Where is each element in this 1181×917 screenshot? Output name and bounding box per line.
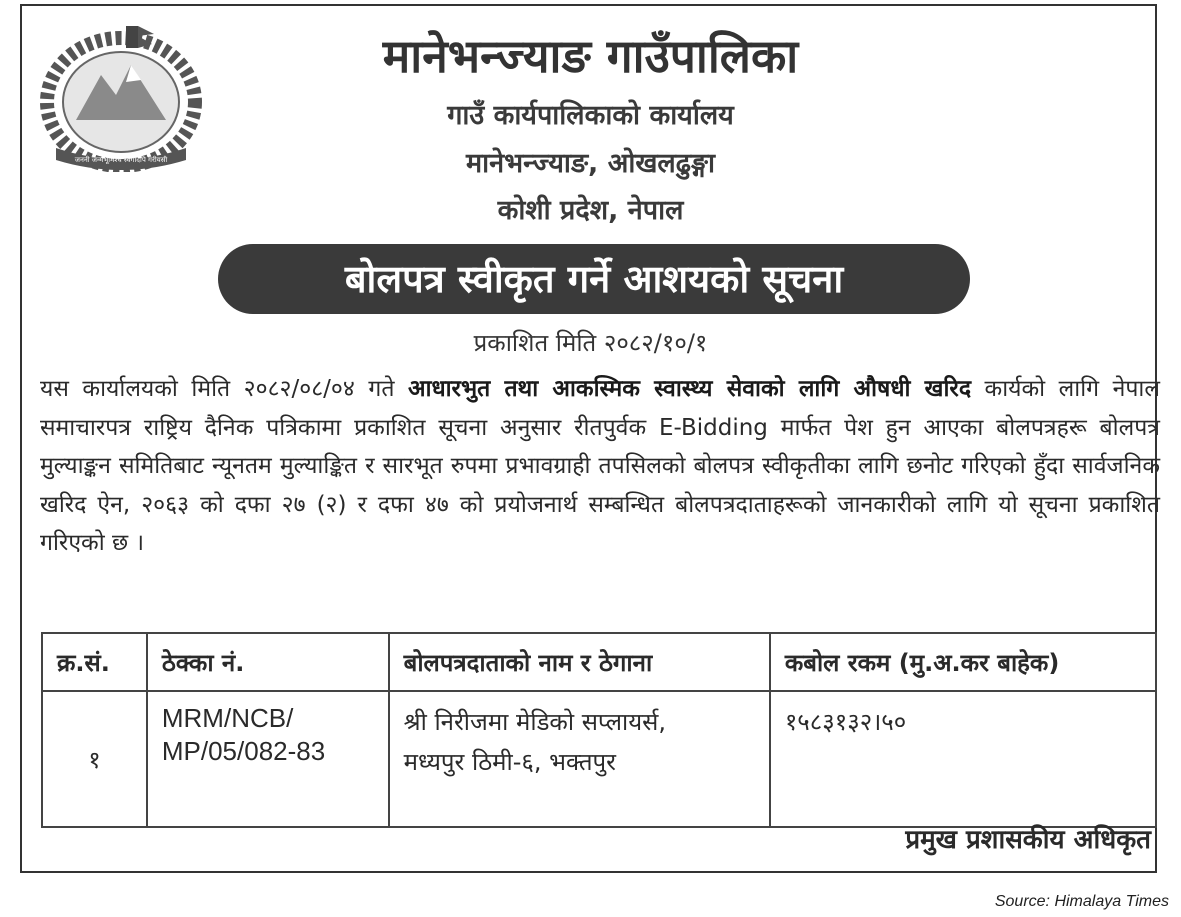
source-credit: Source: Himalaya Times bbox=[994, 893, 1169, 910]
header-contract-no: ठेक्का नं. bbox=[147, 633, 389, 691]
office-name: गाउँ कार्यपालिकाको कार्यालय bbox=[447, 100, 734, 131]
province-name: कोशी प्रदेश, नेपाल bbox=[497, 195, 684, 226]
municipality-title: मानेभन्ज्याङ गाउँपालिका bbox=[382, 29, 799, 83]
bid-table bbox=[41, 632, 1157, 828]
notice-heading: बोलपत्र स्वीकृत गर्ने आशयको सूचना bbox=[218, 244, 970, 314]
notice-body bbox=[40, 370, 1160, 563]
bidder-line-2: मध्यपुर ठिमी-६, भक्तपुर bbox=[403, 748, 616, 776]
header-bidder: बोलपत्रदाताको नाम र ठेगाना bbox=[389, 633, 770, 691]
emblem-motto: जननी जन्मभूमिश्च स्वर्गादपि गरीयसी bbox=[74, 156, 168, 164]
contract-line-2: MP/05/082-83 bbox=[161, 736, 326, 766]
bidder-line-1: श्री निरीजमा मेडिको सप्लायर्स, bbox=[403, 708, 667, 736]
body-bold-subject: आधारभुत तथा आकस्मिक स्वास्थ्य सेवाको लागि औषधी खरिद bbox=[407, 376, 972, 402]
body-part-1: यस कार्यालयको मिति २०८२/०८/०४ गते bbox=[40, 376, 408, 402]
contract-line-1: MRM/NCB/ bbox=[161, 703, 294, 733]
table-row bbox=[42, 691, 1156, 827]
cell-contract-no bbox=[147, 691, 389, 827]
table-header-row bbox=[42, 633, 1156, 691]
office-address: मानेभन्ज्याङ, ओखलढुङ्गा bbox=[465, 148, 716, 179]
header-amount: कबोल रकम (मु.अ.कर बाहेक) bbox=[770, 633, 1156, 691]
body-part-2: कार्यको लागि नेपाल समाचारपत्र राष्ट्रिय दैनिक पत्रिकामा प्रकाशित सूचना अनुसार रीतपुर्वक E-Bidding मार्फत पेश हुन आएका बोलपत्रहरू बोलपत्र मुल्याङ्कन समितिबाट न्यूनतम मुल्याङ्कित र सारभूत रुपमा प्रभावग्राही तपसिलको बोलपत्र स्वीकृतीका लागि छनोट गरिएको हुँदा सार्वजनिक खरिद ऐन, २०६३ को दफा २७ (२) र दफा ४७ को प्रयोजनार्थ सम्बन्धित बोलपत्रदाताहरूको जानकारीको लागि यो सूचना प्रकाशित गरिएको छ । bbox=[40, 376, 1160, 556]
header-serial: क्र.सं. bbox=[42, 633, 147, 691]
cell-serial: १ bbox=[42, 691, 147, 827]
published-date: प्रकाशित मिति २०८२/१०/१ bbox=[473, 329, 708, 357]
cell-amount: १५८३१३२।५० bbox=[770, 691, 1156, 827]
signatory-title: प्रमुख प्रशासकीय अधिकृत bbox=[905, 825, 1151, 855]
cell-bidder bbox=[389, 691, 770, 827]
